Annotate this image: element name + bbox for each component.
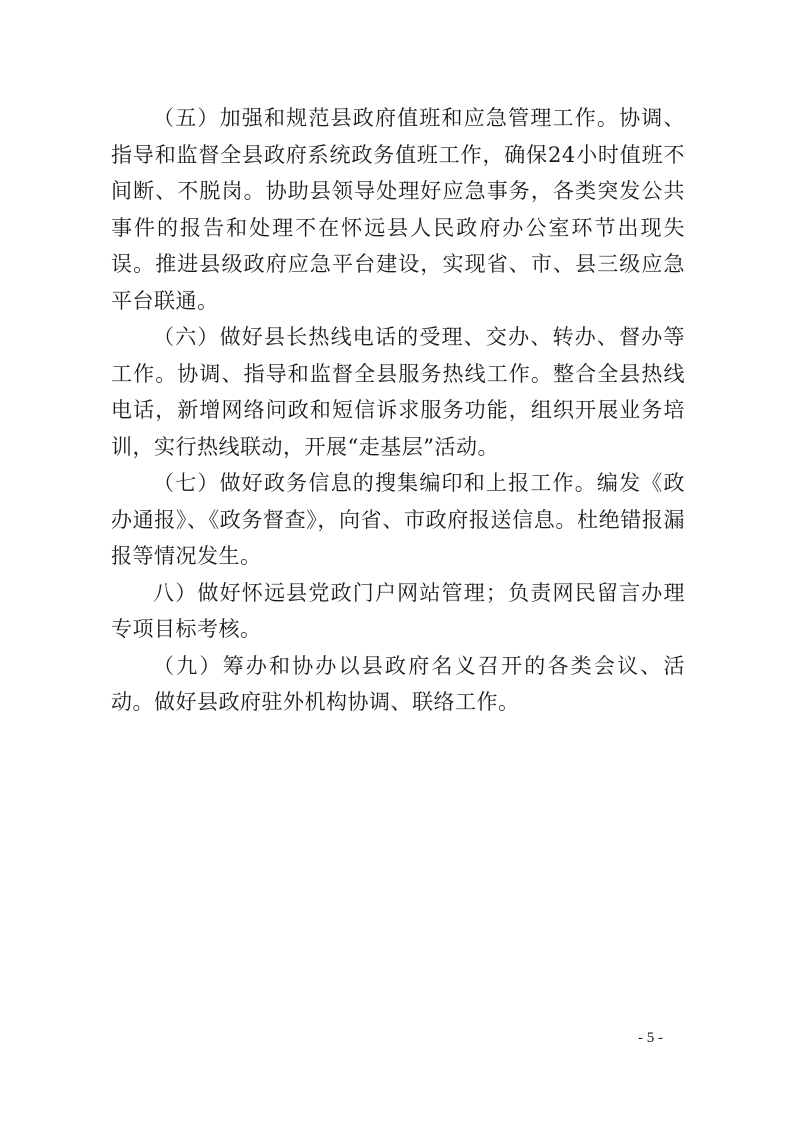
paragraph-duty-8: 八）做好怀远县党政门户网站管理；负责网民留言办理专项目标考核。 — [111, 580, 685, 641]
paragraph-duty-6: （六）做好县长热线电话的受理、交办、转办、督办等工作。协调、指导和监督全县服务热线工作。整合全县热线电话，新增网络问政和短信诉求服务功能，组织开展业务培训，实行热线联动，开展“走基层”活动。 — [111, 325, 685, 459]
paragraph-duty-5: （五）加强和规范县政府值班和应急管理工作。协调、指导和监督全县政府系统政务值班工作，确保24小时值班不间断、不脱岗。协助县领导处理好应急事务，各类突发公共事件的报告和处理不在怀远县人民政府办公室环节出现失误。推进县级政府应急平台建设，实现省、市、县三级应急平台联通。 — [111, 106, 685, 313]
page-number: - 5 - — [638, 1030, 663, 1046]
document-body — [111, 100, 685, 721]
paragraph-duty-7: （七）做好政务信息的搜集编印和上报工作。编发《政办通报》、《政务督查》，向省、市政府报送信息。杜绝错报漏报等情况发生。 — [111, 471, 685, 568]
paragraph-duty-9: （九）筹办和协办以县政府名义召开的各类会议、活动。做好县政府驻外机构协调、联络工作。 — [111, 653, 685, 714]
